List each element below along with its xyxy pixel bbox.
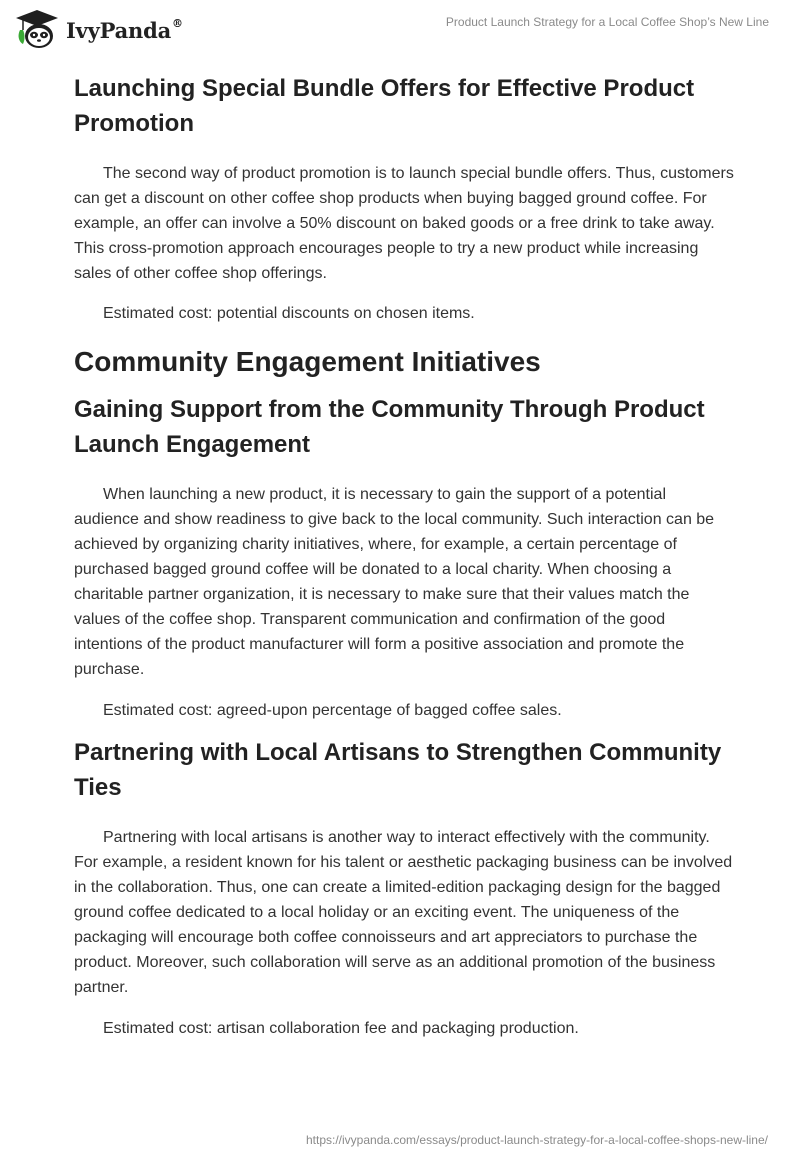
cost-bundle-offers: Estimated cost: potential discounts on chosen items. [103,305,475,322]
document-title: Product Launch Strategy for a Local Coffee Shop’s New Line [445,15,769,29]
section-heading-community-support: Gaining Support from the Community Through Product Launch Engagement [74,396,705,458]
paragraph-community-support: When launching a new product, it is necessary to gain the support of a potential audience and show readiness to give back to the local community. Such interaction can be achieved by organizing charity initiatives, where, for example, a certain percentage of purchased bagged ground coffee will be donated to a local charity. When choosing a charitable partner organization, it is necessary to make sure that their values match the values of the coffee shop. Transparent communication and confirmation of the good intentions of the product manufacturer will form a positive association and promote the purchase. [74,486,715,678]
essay-content [74,70,734,1041]
cost-local-artisans: Estimated cost: artisan collaboration fee and packaging production. [103,1020,579,1037]
logo-text: IvyPanda® [66,16,183,43]
paragraph-local-artisans: Partnering with local artisans is another way to interact effectively with the community. For example, a resident known for his talent or aesthetic packaging business can be involved in the collaboration. Thus, one can create a limited-edition packaging design for the bagged ground coffee dedicated to a local holiday or an exciting event. The uniqueness of the packaging will encourage both coffee connoisseurs and art appreciators to purchase the product. Moreover, such collaboration will serve as an additional promotion of the business partner. [74,829,733,996]
paragraph-bundle-offers: The second way of product promotion is to launch special bundle offers. Thus, customers can get a discount on other coffee shop products when buying bagged ground coffee. For example, an offer can involve a 50% discount on baked goods or a free drink to take away. This cross-promotion approach encourages people to try a new product while increasing sales of other coffee shop offerings. [74,165,734,282]
source-url[interactable]: https://ivypanda.com/essays/product-launch-strategy-for-a-local-coffee-shops-new-line/ [306,1133,768,1147]
page-header [0,0,800,66]
section-heading-local-artisans: Partnering with Local Artisans to Strengthen Community Ties [74,739,722,801]
registered-mark: ® [172,16,183,30]
main-heading-community-engagement: Community Engagement Initiatives [74,346,541,377]
cost-community-support: Estimated cost: agreed-upon percentage of bagged coffee sales. [103,702,562,719]
section-heading-bundle-offers: Launching Special Bundle Offers for Effective Product Promotion [74,75,695,137]
panda-graduate-icon [14,8,60,50]
ivypanda-logo[interactable] [14,8,183,50]
